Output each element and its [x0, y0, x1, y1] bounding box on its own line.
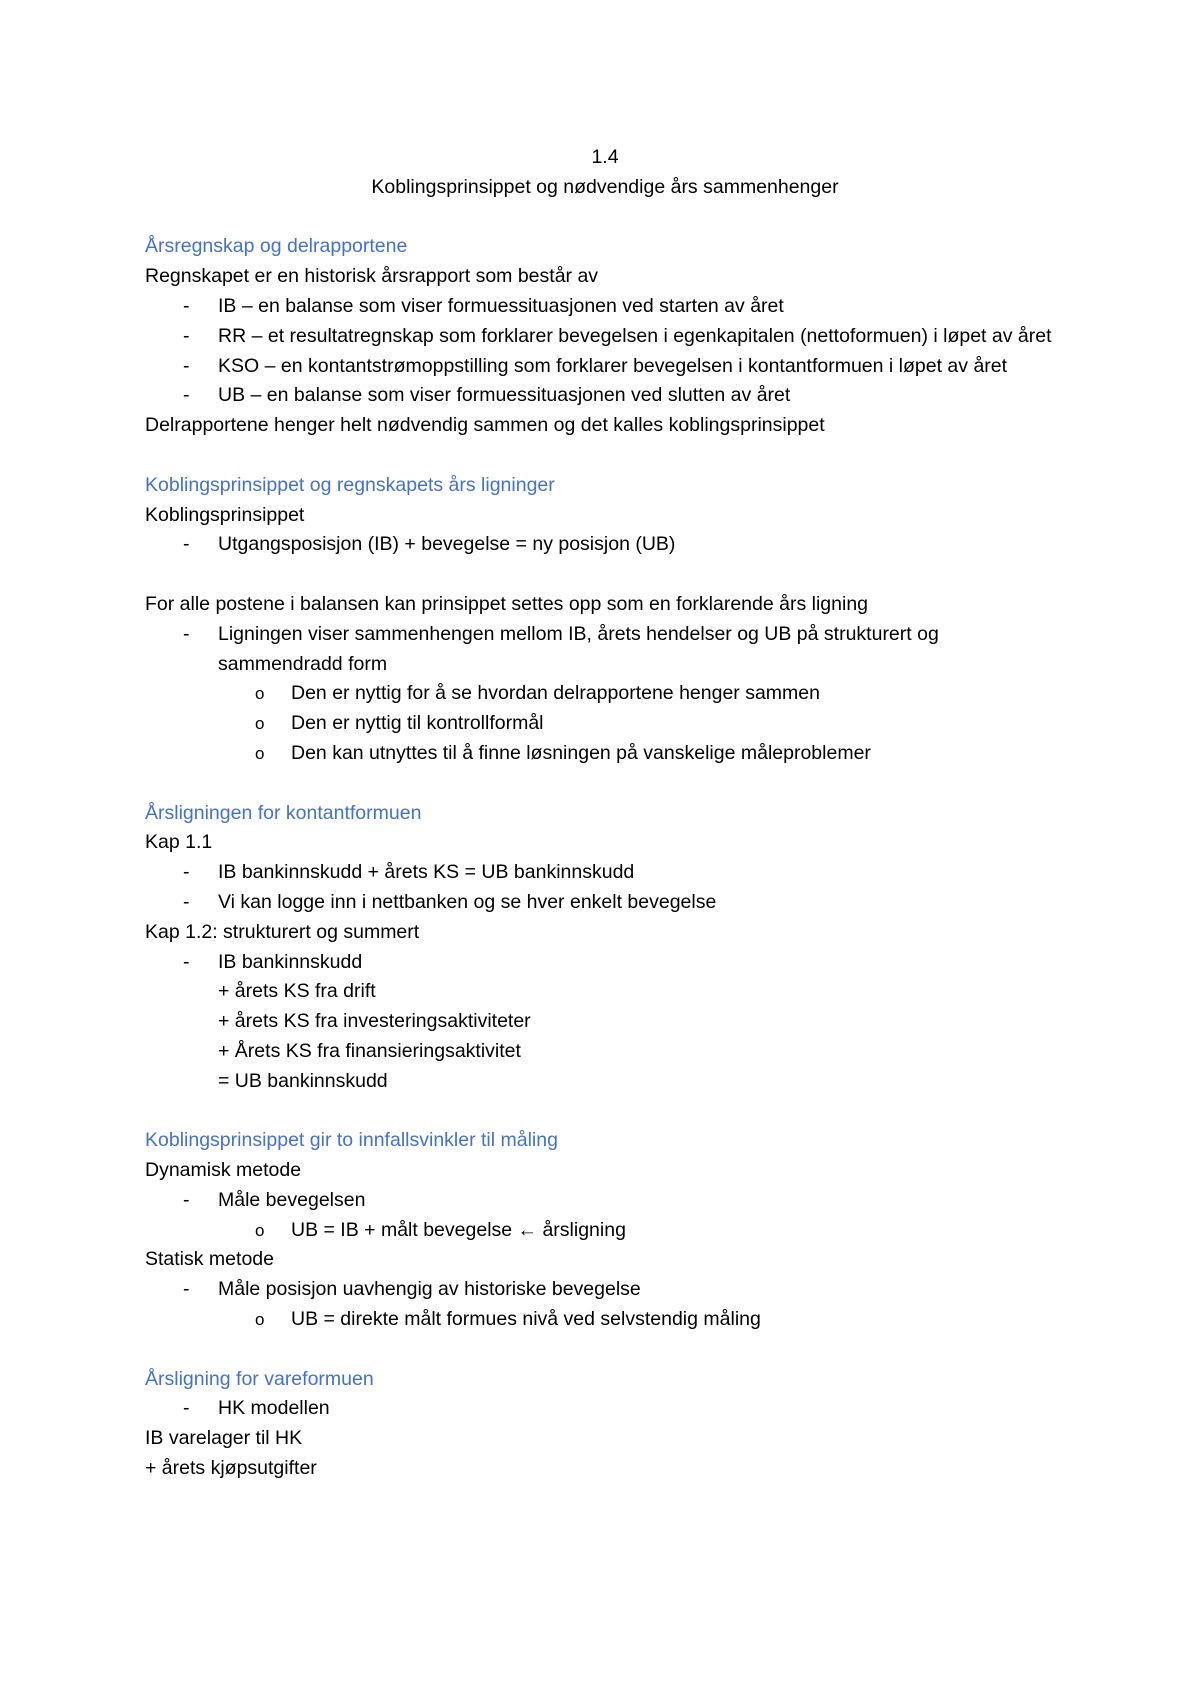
spacer	[145, 769, 1065, 799]
paragraph-kap-1-1: Kap 1.1	[145, 831, 213, 854]
circle-bullet: o	[255, 684, 265, 704]
sub-list-item-text: Den er nyttig til kontrollformål	[291, 712, 544, 735]
circle-bullet: o	[255, 743, 265, 763]
circle-bullet: o	[255, 714, 265, 734]
list-item	[145, 888, 1065, 918]
heading-kontantformuen: Årsligningen for kontantformuen	[145, 801, 422, 824]
paragraph-intro: Regnskapet er en historisk årsrapport som består av	[145, 265, 599, 288]
sub-list-item	[145, 679, 1065, 709]
title-number: 1.4	[591, 146, 619, 168]
sub-list-item-text: UB = IB + målt bevegelse ← årsligning	[291, 1218, 626, 1241]
list-item-text: Måle bevegelsen	[218, 1188, 366, 1211]
dash-bullet: -	[183, 354, 190, 377]
spacer	[145, 441, 1065, 471]
dash-bullet: -	[183, 324, 190, 347]
paragraph-for-alle-postene: For alle postene i balansen kan prinsippet settes opp som en forklarende års ligning	[145, 592, 869, 615]
list-item-text: KSO – en kontantstrømoppstilling som forklarer bevegelsen i kontantformuen i løpet av året	[218, 354, 1008, 377]
dash-bullet: -	[183, 950, 190, 973]
paragraph-kap-1-2: Kap 1.2: strukturert og summert	[145, 920, 420, 943]
dash-bullet: -	[183, 1188, 190, 1211]
list-item-text: Vi kan logge inn i nettbanken og se hver enkelt bevegelse	[218, 890, 717, 913]
list-item-text: Ligningen viser sammenhengen mellom IB, årets hendelser og UB på strukturert og sammendradd form	[218, 622, 939, 675]
sub-list-item	[145, 709, 1065, 739]
sub-list-item	[145, 1216, 1065, 1246]
document-page	[145, 143, 1065, 1484]
sub-list-item-text: UB = direkte målt formues nivå ved selvstendig måling	[291, 1308, 761, 1331]
list-item-text: UB – en balanse som viser formuessituasjonen ved slutten av året	[218, 384, 791, 407]
dash-bullet: -	[183, 384, 190, 407]
list-item-text: RR – et resultatregnskap som forklarer bevegelsen i egenkapitalen (nettoformuen) i løpet av året	[218, 324, 1052, 347]
list-item-text: Måle posisjon uavhengig av historiske bevegelse	[218, 1278, 641, 1301]
paragraph-koblingsprinsippet: Koblingsprinsippet	[145, 503, 305, 526]
list-item-text: IB – en balanse som viser formuessituasjonen ved starten av året	[218, 294, 784, 317]
equation-line: + årets kjøpsutgifter	[145, 1457, 317, 1480]
equation-line: IB varelager til HK	[145, 1427, 303, 1450]
list-item	[145, 292, 1065, 322]
list-item	[145, 381, 1065, 411]
circle-bullet: o	[255, 1220, 265, 1240]
list-item	[145, 530, 1065, 560]
heading-koblingsprinsippet: Koblingsprinsippet og regnskapets års ligninger	[145, 473, 555, 496]
list-item	[145, 620, 1065, 680]
list-item-text: IB bankinnskudd + årets KS = UB bankinnskudd	[218, 861, 635, 884]
dash-bullet: -	[183, 533, 190, 556]
dash-bullet: -	[183, 1397, 190, 1420]
sub-list-item	[145, 739, 1065, 769]
sub-list-item-text: Den kan utnyttes til å finne løsningen på vanskelige måleproblemer	[291, 741, 871, 764]
list-item	[145, 1186, 1065, 1216]
heading-arsregnskap: Årsregnskap og delrapportene	[145, 235, 408, 258]
heading-innfallsvinkler: Koblingsprinsippet gir to innfallsvinkler til måling	[145, 1129, 558, 1152]
list-item	[145, 1275, 1065, 1305]
equation-line: + Årets KS fra finansieringsaktivitet	[218, 1039, 521, 1062]
sub-list-item-text: Den er nyttig for å se hvordan delrapportene henger sammen	[291, 682, 820, 705]
equation-line: + årets KS fra drift	[218, 980, 376, 1003]
title-text: Koblingsprinsippet og nødvendige års sammenhenger	[371, 175, 839, 198]
list-item	[145, 1394, 1065, 1424]
sub-list-item	[145, 1305, 1065, 1335]
list-item	[145, 322, 1065, 352]
circle-bullet: o	[255, 1310, 265, 1330]
dash-bullet: -	[183, 294, 190, 317]
dash-bullet: -	[183, 861, 190, 884]
dash-bullet: -	[183, 890, 190, 913]
list-item-text: HK modellen	[218, 1397, 330, 1420]
paragraph-outro: Delrapportene henger helt nødvendig sammen og det kalles koblingsprinsippet	[145, 414, 825, 437]
list-item	[145, 858, 1065, 888]
document-title	[145, 143, 1065, 203]
equation-line: = UB bankinnskudd	[218, 1069, 388, 1092]
list-item-text: Utgangsposisjon (IB) + bevegelse = ny posisjon (UB)	[218, 533, 676, 556]
spacer	[145, 1097, 1065, 1127]
spacer	[145, 203, 1065, 233]
spacer	[145, 560, 1065, 590]
dash-bullet: -	[183, 1278, 190, 1301]
spacer	[145, 1335, 1065, 1365]
dash-bullet: -	[183, 622, 190, 645]
equation-line: + årets KS fra investeringsaktiviteter	[218, 1010, 531, 1033]
heading-vareformuen: Årsligning for vareformuen	[145, 1367, 374, 1390]
list-item-text: IB bankinnskudd	[218, 950, 363, 973]
list-item	[145, 948, 1065, 978]
list-item	[145, 352, 1065, 382]
paragraph-dynamisk: Dynamisk metode	[145, 1159, 302, 1182]
paragraph-statisk: Statisk metode	[145, 1248, 274, 1271]
